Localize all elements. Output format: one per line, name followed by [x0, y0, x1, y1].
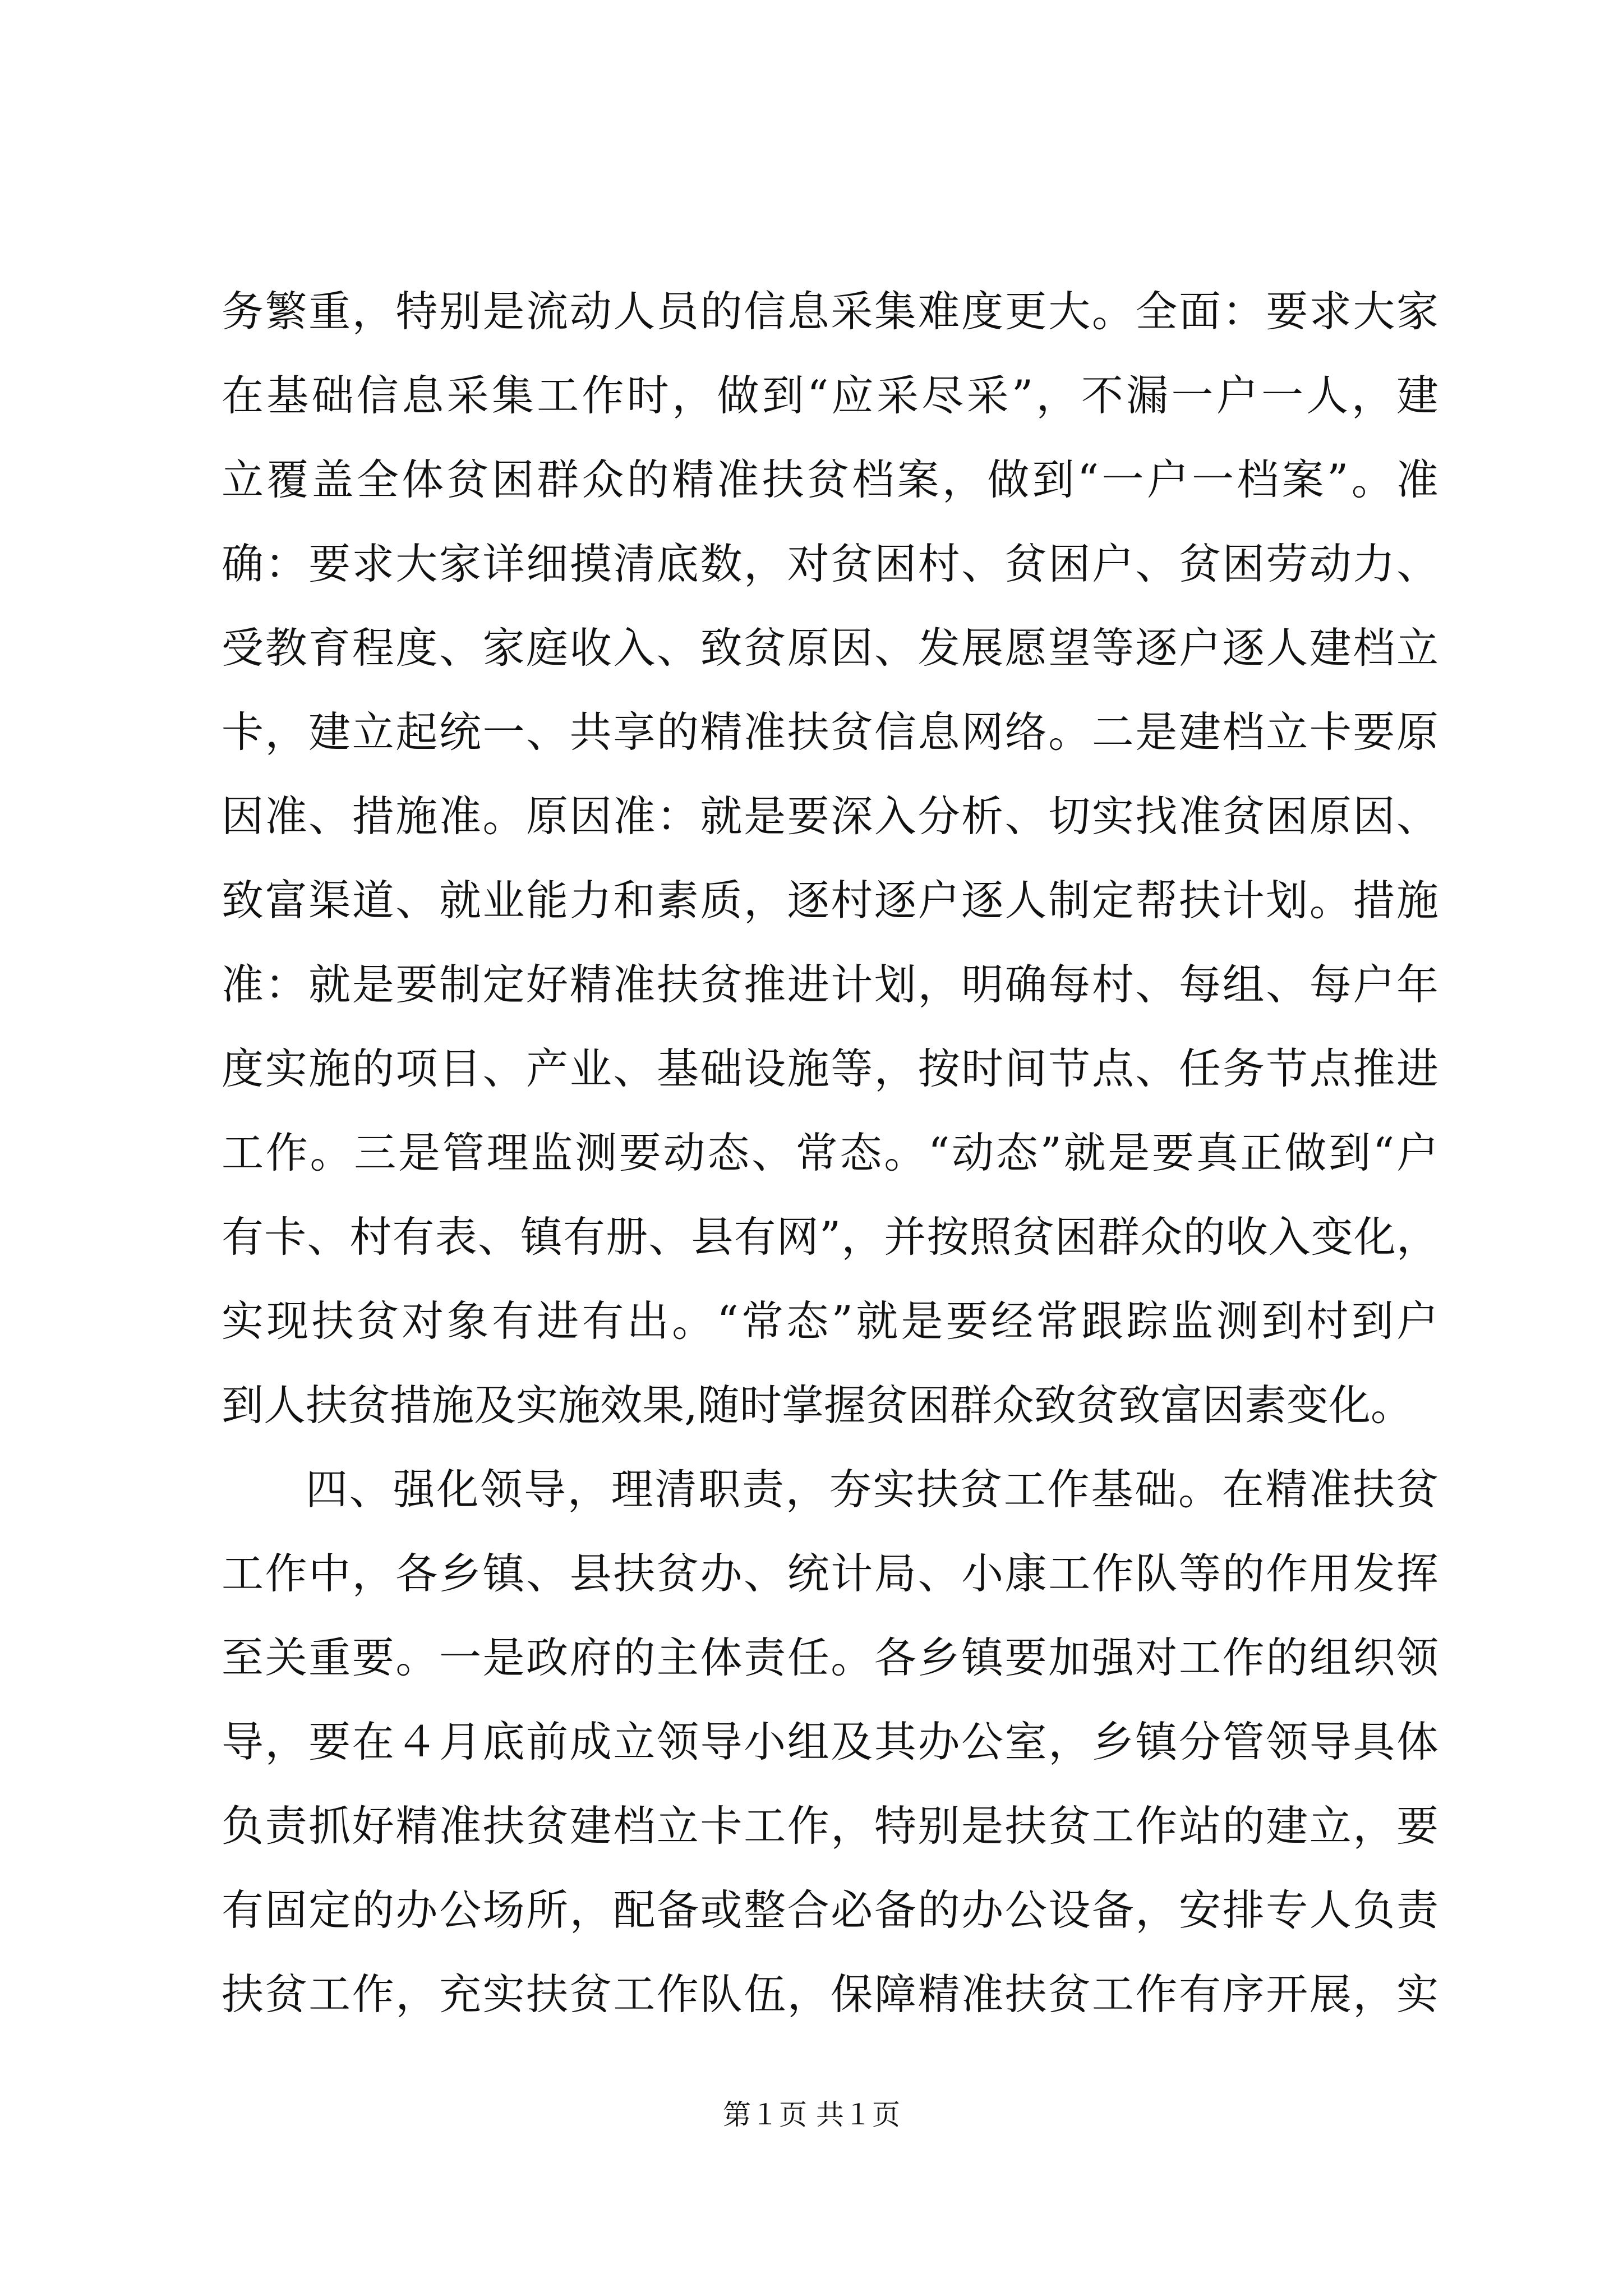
paragraph-first-line: 四、强化领导，理清职责，夯实扶贫工作基础。在精准扶贫: [306, 1465, 1438, 1514]
text-line: 到人扶贫措施及实施效果,随时掌握贫困群众致贫致富因素变化。: [222, 1381, 1413, 1430]
text-line: 准：就是要制定好精准扶贫推进计划，明确每村、每组、每户年: [222, 960, 1438, 1009]
text-line: 务繁重，特别是流动人员的信息采集难度更大。全面：要求大家: [222, 287, 1438, 336]
text-line: 受教育程度、家庭收入、致贫原因、发展愿望等逐户逐人建档立: [222, 623, 1438, 673]
text-line: 卡，建立起统一、共享的精准扶贫信息网络。二是建档立卡要原: [222, 707, 1438, 757]
text-line: 工作。三是管理监测要动态、常态。“动态”就是要真正做到“户: [222, 1128, 1438, 1177]
text-line: 度实施的项目、产业、基础设施等，按时间节点、任务节点推进: [222, 1044, 1438, 1093]
text-line: 立覆盖全体贫困群众的精准扶贫档案，做到“一户一档案”。准: [222, 455, 1438, 504]
text-line: 实现扶贫对象有进有出。“常态”就是要经常跟踪监测到村到户: [222, 1296, 1438, 1346]
text-line: 有固定的办公场所，配备或整合必备的办公设备，安排专人负责: [222, 1885, 1438, 1935]
text-line: 在基础信息采集工作时，做到“应采尽采”，不漏一户一人，建: [222, 371, 1438, 420]
text-line: 有卡、村有表、镇有册、县有网”，并按照贫困群众的收入变化，: [222, 1212, 1438, 1262]
text-line: 导，要在４月底前成立领导小组及其办公室，乡镇分管领导具体: [222, 1717, 1438, 1766]
text-line: 致富渠道、就业能力和素质，逐村逐户逐人制定帮扶计划。措施: [222, 876, 1438, 925]
page-number: 第１页 共１页: [723, 2099, 900, 2131]
text-line: 工作中，各乡镇、县扶贫办、统计局、小康工作队等的作用发挥: [222, 1549, 1438, 1598]
text-line: 扶贫工作，充实扶贫工作队伍，保障精准扶贫工作有序开展，实: [222, 1970, 1438, 2019]
text-line: 至关重要。一是政府的主体责任。各乡镇要加强对工作的组织领: [222, 1633, 1438, 1682]
text-line: 因准、措施准。原因准：就是要深入分析、切实找准贫困原因、: [222, 792, 1438, 841]
text-line: 负责抓好精准扶贫建档立卡工作，特别是扶贫工作站的建立，要: [222, 1801, 1438, 1851]
text-line: 确：要求大家详细摸清底数，对贫困村、贫困户、贫困劳动力、: [222, 539, 1438, 588]
body-text: [222, 269, 1438, 2036]
